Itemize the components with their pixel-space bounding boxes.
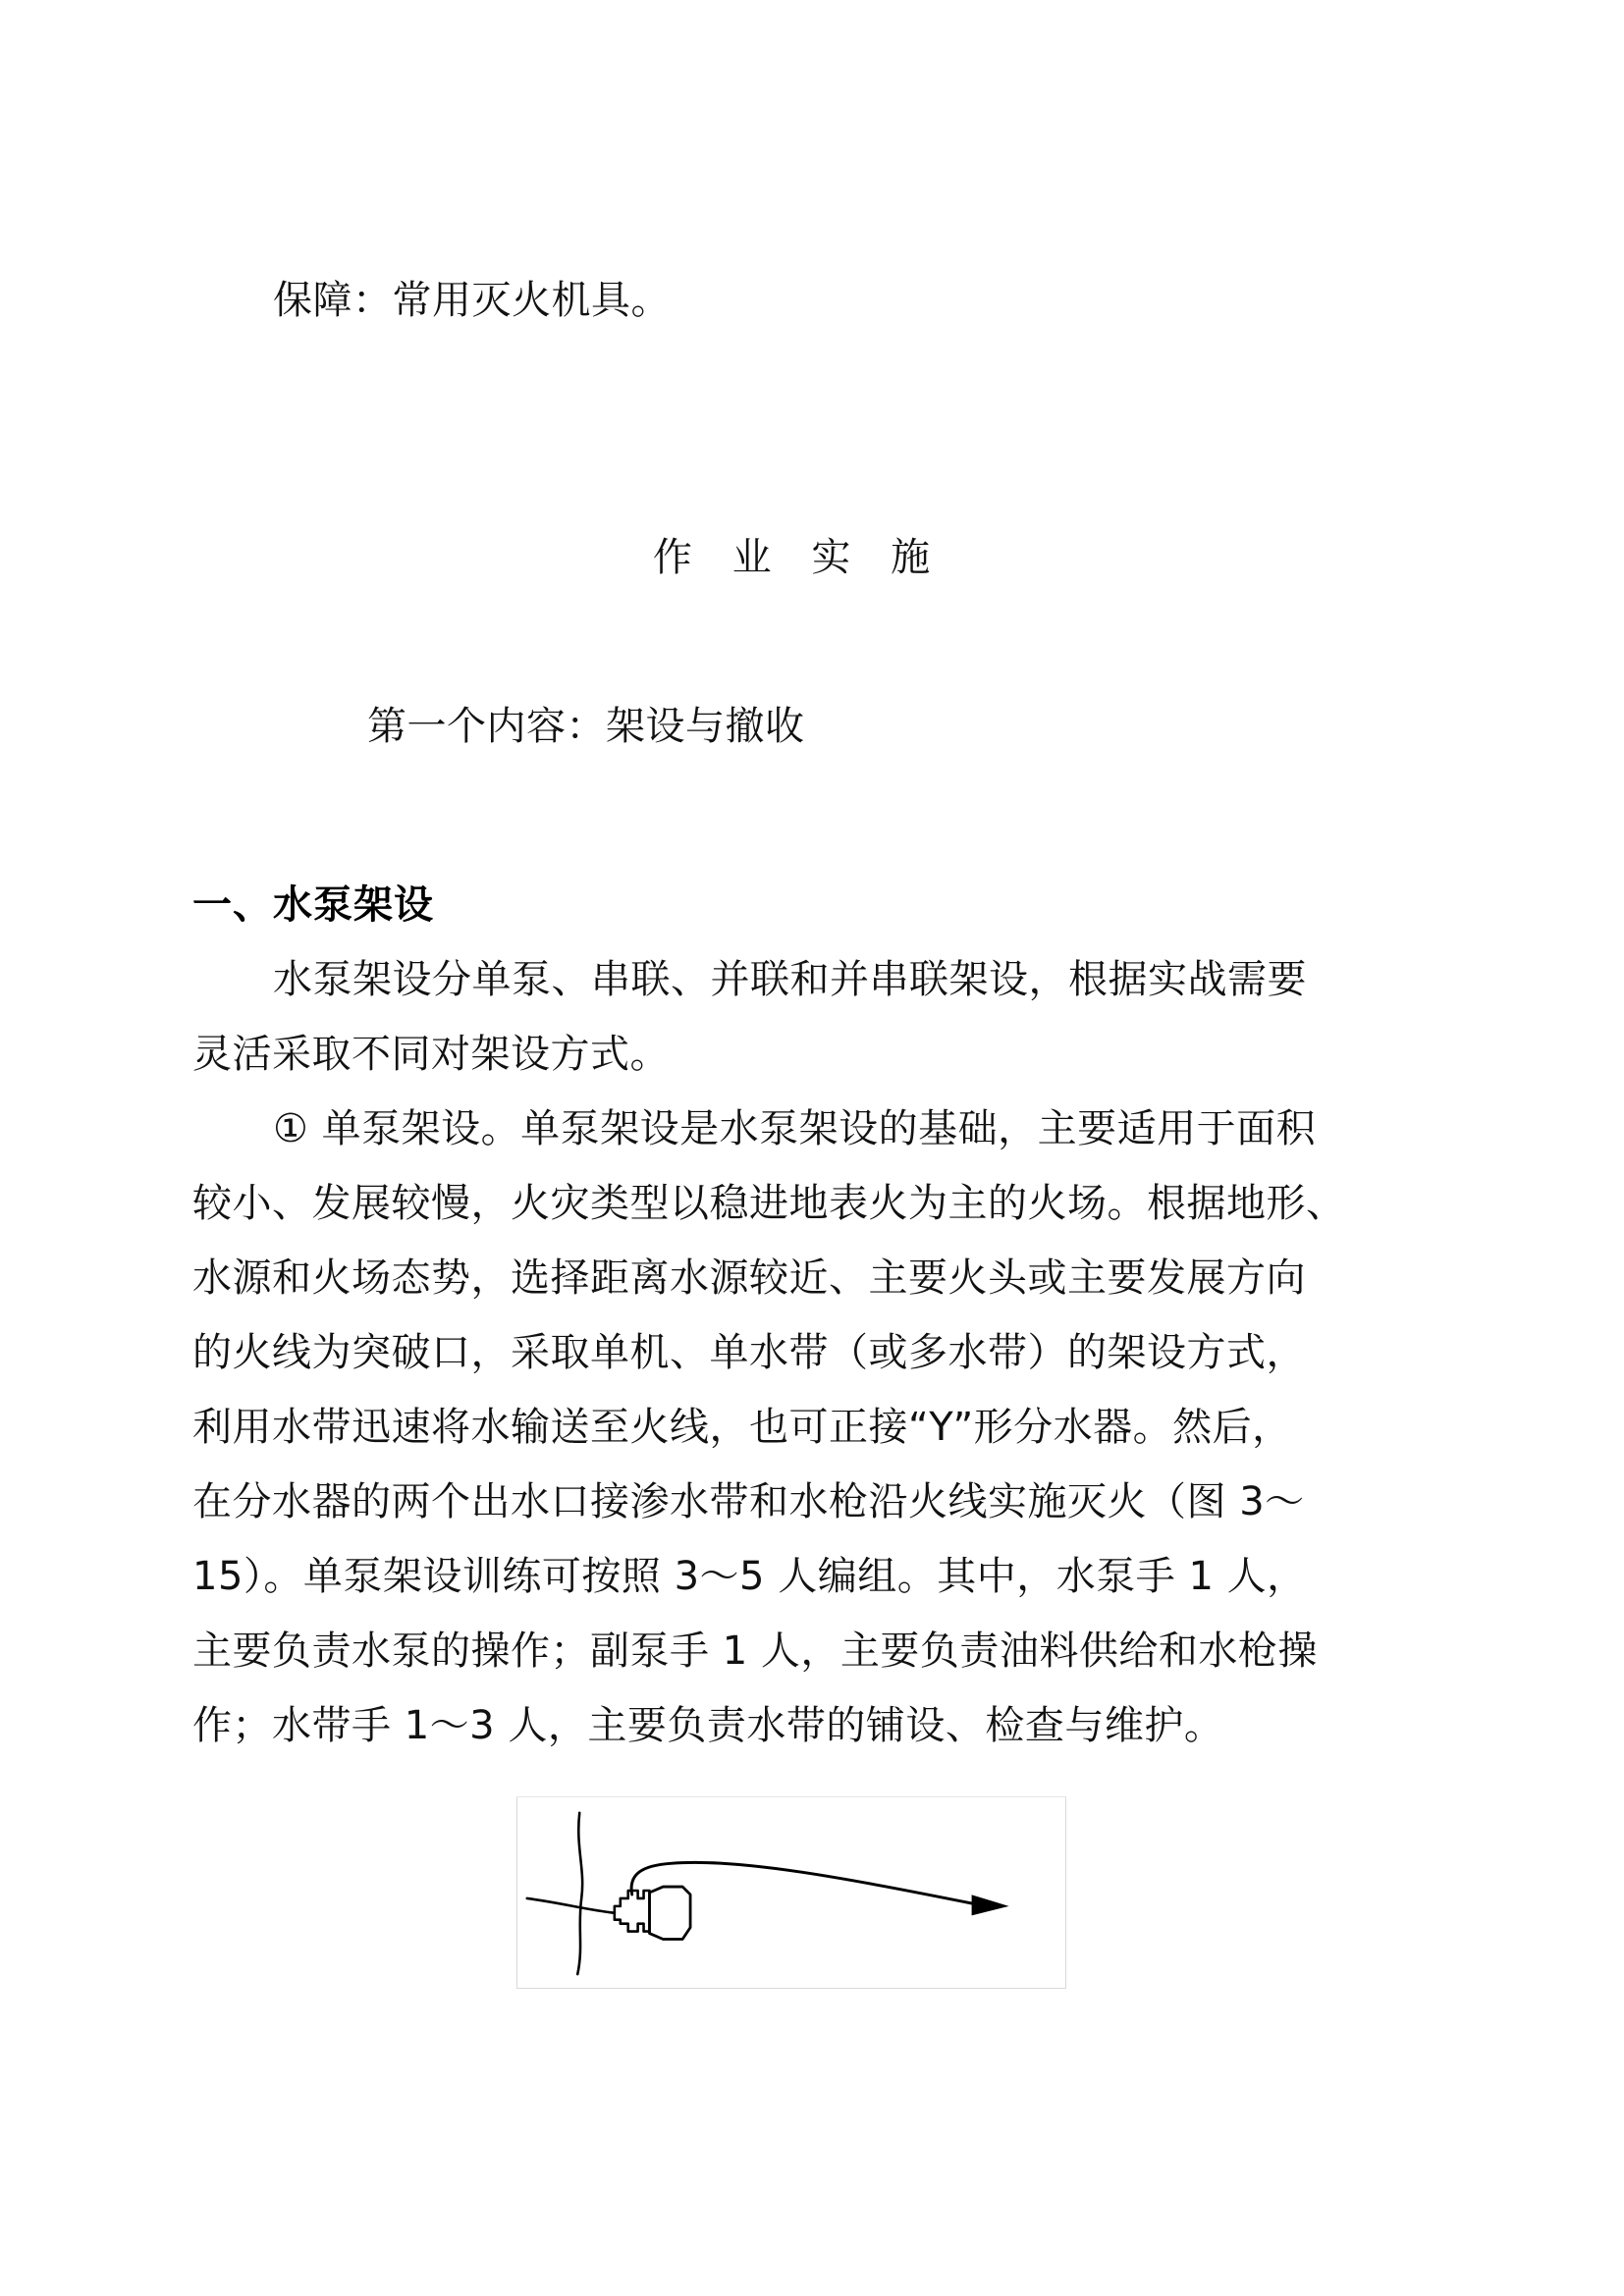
delivery-hose-icon — [631, 1862, 976, 1904]
paragraph-line: 的火线为突破口，采取单机、单水带（或多水带）的架设方式， — [192, 1330, 1306, 1375]
paragraph-line: 较小、发展较慢，火灾类型以稳进地表火为主的火场。根据地形、 — [192, 1181, 1346, 1226]
paragraph-line: 水泵架设分单泵、串联、并联和并串联架设，根据实战需要 — [273, 957, 1307, 1002]
paragraph-line: 在分水器的两个出水口接渗水带和水枪沿火线实施灭火（图 3～ — [192, 1479, 1305, 1524]
hose-direction-arrowhead-icon — [972, 1896, 1007, 1915]
pump-deployment-illustration — [517, 1797, 1065, 1988]
single-pump-deployment-figure — [516, 1796, 1066, 1989]
pump-coupling-icon — [615, 1891, 650, 1932]
paragraph-line: 作；水带手 1～3 人，主要负责水带的铺设、检查与维护。 — [192, 1703, 1224, 1748]
subsection-heading-first-content: 第一个内容：架设与撤收 — [367, 704, 805, 749]
paragraph-line: 水源和火场态势，选择距离水源较近、主要火头或主要发展方向 — [192, 1255, 1306, 1301]
spacer-after-section-title — [192, 595, 1390, 689]
water-source-line-icon — [577, 1813, 582, 1974]
top-margin-spacer — [192, 0, 1390, 263]
paragraph-line: 灵活采取不同对架设方式。 — [192, 1032, 670, 1077]
paragraph-line: 利用水带迅速将水输送至火线，也可正接“Y”形分水器。然后， — [192, 1405, 1292, 1450]
paragraph-line: 主要负责水泵的操作；副泵手 1 人，主要负责油料供给和水枪操 — [192, 1629, 1318, 1674]
section-title-operation-implementation: 作 业 实 施 — [652, 535, 945, 580]
pump-body-icon — [649, 1887, 690, 1939]
spacer-after-subsection-heading — [192, 764, 1390, 868]
figure-container — [192, 1796, 1390, 1989]
paragraph-line: 15）。单泵架设训练可按照 3～5 人编组。其中，水泵手 1 人， — [192, 1554, 1307, 1599]
paragraph-line: ① 单泵架设。单泵架设是水泵架设的基础，主要适用于面积 — [273, 1106, 1317, 1151]
paragraph-support-line: 保障：常用灭火机具。 — [273, 278, 671, 323]
paragraph-pump-setup-overview — [192, 942, 1390, 1092]
paragraph-single-pump-setup — [192, 1092, 1390, 1763]
heading-pump-setup: 一、水泵架设 — [192, 882, 434, 928]
spacer-after-support-line — [192, 338, 1390, 520]
intake-hose-icon — [527, 1898, 615, 1913]
